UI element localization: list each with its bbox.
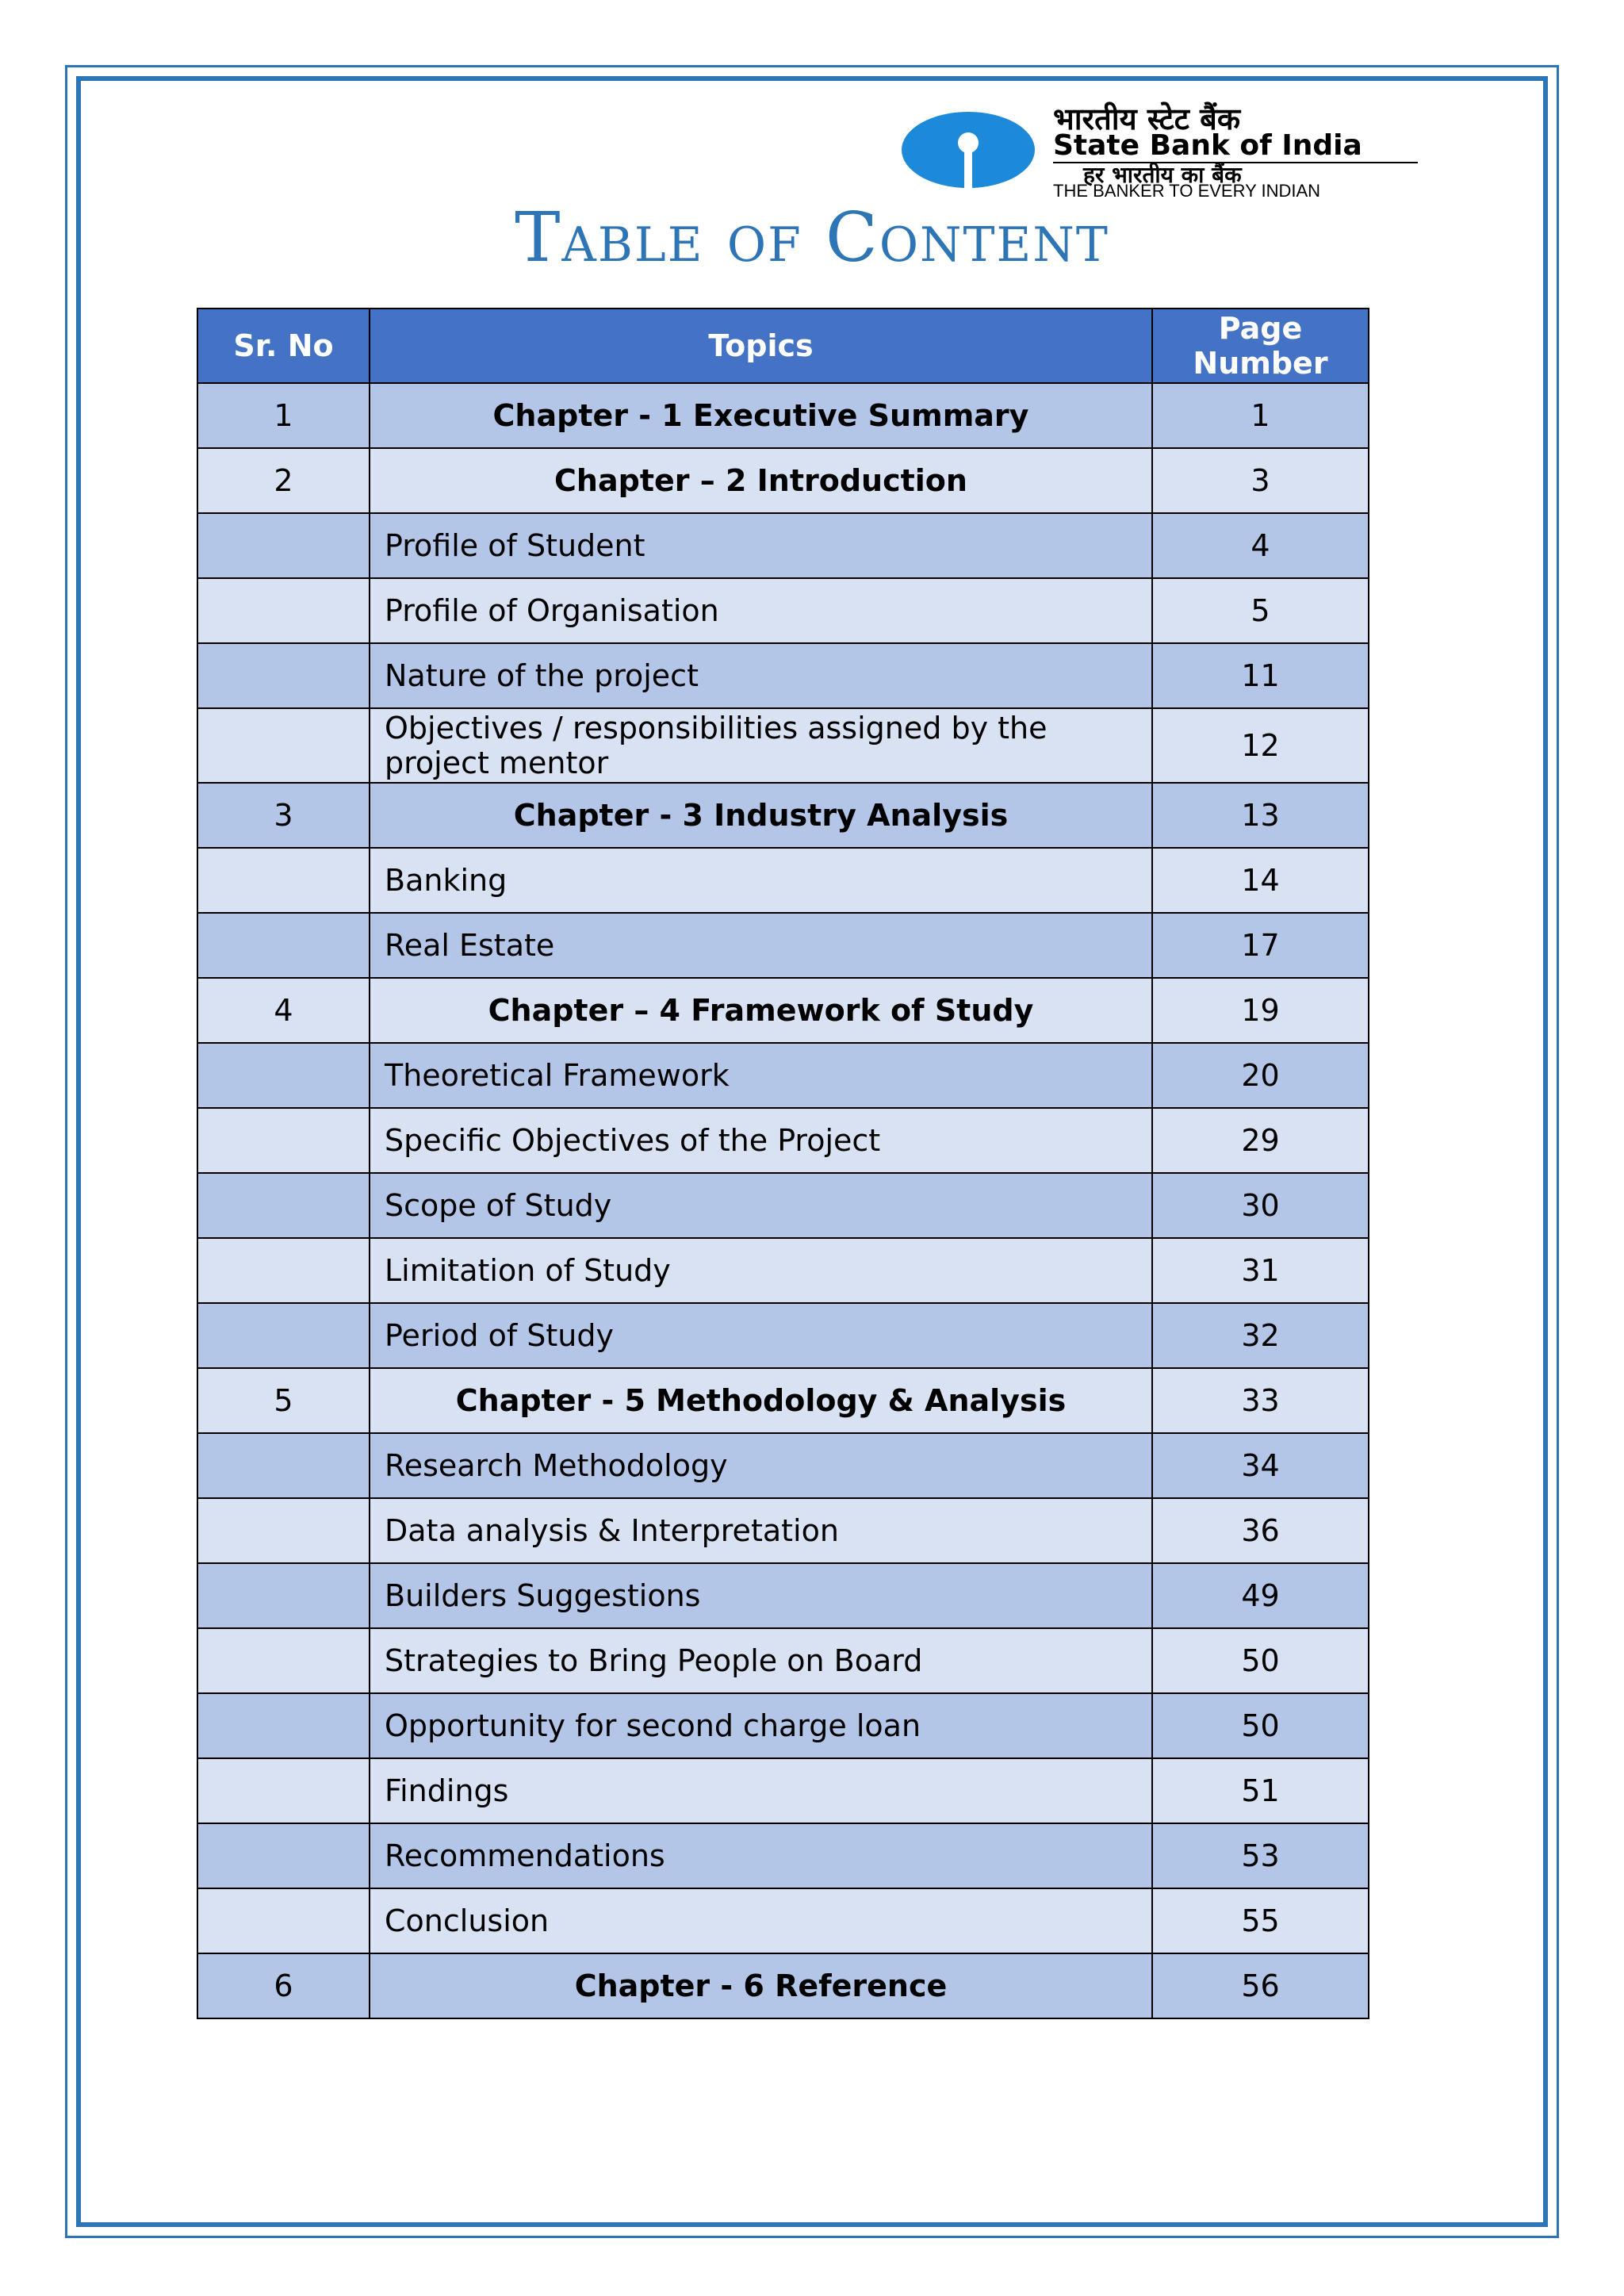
topic-cell: Period of Study: [370, 1303, 1152, 1368]
sr-no-cell: 6: [197, 1953, 370, 2018]
table-row: [197, 1498, 1369, 1563]
table-row: [197, 643, 1369, 708]
header-topics: Topics: [370, 309, 1152, 383]
table-row: [197, 578, 1369, 643]
table-row: [197, 1368, 1369, 1433]
sr-no-cell: 5: [197, 1368, 370, 1433]
topic-cell: Objectives / responsibilities assigned by the project mentor: [370, 708, 1152, 783]
logo-hindi-tagline: हर भारतीय का बैंक: [1083, 162, 1242, 188]
page-number-cell: 33: [1152, 1368, 1369, 1433]
page-number-cell: 1: [1152, 383, 1369, 448]
page-number-cell: 14: [1152, 848, 1369, 913]
table-row: [197, 1888, 1369, 1953]
sbi-logo: [901, 102, 1424, 200]
table-row: [197, 513, 1369, 578]
topic-cell: Theoretical Framework: [370, 1043, 1152, 1108]
table-row: [197, 383, 1369, 448]
table-row: [197, 1953, 1369, 2018]
header-page-number: Page Number: [1152, 309, 1369, 383]
page-number-cell: 17: [1152, 913, 1369, 978]
chapter-title-cell: Chapter – 4 Framework of Study: [370, 978, 1152, 1043]
topic-cell: Research Methodology: [370, 1433, 1152, 1498]
chapter-title-cell: Chapter - 1 Executive Summary: [370, 383, 1152, 448]
chapter-title-cell: Chapter – 2 Introduction: [370, 448, 1152, 513]
header-sr-no: Sr. No: [197, 309, 370, 383]
logo-tagline: THE BANKER TO EVERY INDIAN: [1053, 181, 1321, 201]
topic-cell: Opportunity for second charge loan: [370, 1693, 1152, 1758]
sr-no-cell: [197, 1108, 370, 1173]
logo-english-name: State Bank of India: [1053, 129, 1362, 162]
table-row: [197, 783, 1369, 848]
sr-no-cell: [197, 1888, 370, 1953]
table-row: [197, 1108, 1369, 1173]
page-number-cell: 53: [1152, 1823, 1369, 1888]
table-row: [197, 708, 1369, 783]
sr-no-cell: 4: [197, 978, 370, 1043]
page-number-cell: 19: [1152, 978, 1369, 1043]
sr-no-cell: 1: [197, 383, 370, 448]
topic-cell: Real Estate: [370, 913, 1152, 978]
table-row: [197, 1433, 1369, 1498]
page-number-cell: 34: [1152, 1433, 1369, 1498]
page-number-cell: 13: [1152, 783, 1369, 848]
topic-cell: Banking: [370, 848, 1152, 913]
toc-header-row: [197, 309, 1369, 383]
page-number-cell: 30: [1152, 1173, 1369, 1238]
sr-no-cell: [197, 708, 370, 783]
page-number-cell: 31: [1152, 1238, 1369, 1303]
sr-no-cell: [197, 578, 370, 643]
sr-no-cell: [197, 1693, 370, 1758]
sr-no-cell: [197, 1433, 370, 1498]
table-row: [197, 1823, 1369, 1888]
sr-no-cell: [197, 1303, 370, 1368]
sr-no-cell: [197, 643, 370, 708]
table-row: [197, 1238, 1369, 1303]
sr-no-cell: [197, 848, 370, 913]
page-title: Table of Content: [515, 198, 1109, 278]
sr-no-cell: [197, 913, 370, 978]
sr-no-cell: 2: [197, 448, 370, 513]
table-row: [197, 1173, 1369, 1238]
page-number-cell: 29: [1152, 1108, 1369, 1173]
chapter-title-cell: Chapter - 5 Methodology & Analysis: [370, 1368, 1152, 1433]
topic-cell: Findings: [370, 1758, 1152, 1823]
page-number-cell: 20: [1152, 1043, 1369, 1108]
page-number-cell: 32: [1152, 1303, 1369, 1368]
topic-cell: Recommendations: [370, 1823, 1152, 1888]
topic-cell: Limitation of Study: [370, 1238, 1152, 1303]
sr-no-cell: [197, 1563, 370, 1628]
page-number-cell: 51: [1152, 1758, 1369, 1823]
topic-cell: Strategies to Bring People on Board: [370, 1628, 1152, 1693]
table-row: [197, 1303, 1369, 1368]
topic-cell: Specific Objectives of the Project: [370, 1108, 1152, 1173]
table-row: [197, 1043, 1369, 1108]
chapter-title-cell: Chapter - 6 Reference: [370, 1953, 1152, 2018]
page-number-cell: 4: [1152, 513, 1369, 578]
sbi-keyhole-icon: [901, 111, 1036, 189]
table-row: [197, 1563, 1369, 1628]
page-number-cell: 12: [1152, 708, 1369, 783]
topic-cell: Profile of Student: [370, 513, 1152, 578]
table-row: [197, 1628, 1369, 1693]
sr-no-cell: [197, 1173, 370, 1238]
sr-no-cell: [197, 1238, 370, 1303]
sr-no-cell: [197, 1823, 370, 1888]
page-number-cell: 11: [1152, 643, 1369, 708]
page-number-cell: 49: [1152, 1563, 1369, 1628]
sr-no-cell: [197, 513, 370, 578]
topic-cell: Conclusion: [370, 1888, 1152, 1953]
page-number-cell: 55: [1152, 1888, 1369, 1953]
sr-no-cell: [197, 1628, 370, 1693]
topic-cell: Nature of the project: [370, 643, 1152, 708]
table-row: [197, 848, 1369, 913]
page-number-cell: 3: [1152, 448, 1369, 513]
topic-cell: Data analysis & Interpretation: [370, 1498, 1152, 1563]
table-row: [197, 448, 1369, 513]
page-number-cell: 56: [1152, 1953, 1369, 2018]
toc-table: [197, 308, 1369, 2019]
table-row: [197, 913, 1369, 978]
page-number-cell: 5: [1152, 578, 1369, 643]
chapter-title-cell: Chapter - 3 Industry Analysis: [370, 783, 1152, 848]
topic-cell: Scope of Study: [370, 1173, 1152, 1238]
table-row: [197, 978, 1369, 1043]
sr-no-cell: [197, 1758, 370, 1823]
page-number-cell: 36: [1152, 1498, 1369, 1563]
topic-cell: Builders Suggestions: [370, 1563, 1152, 1628]
sr-no-cell: [197, 1498, 370, 1563]
table-row: [197, 1758, 1369, 1823]
table-row: [197, 1693, 1369, 1758]
logo-hindi-name: भारतीय स्टेट बैंक: [1053, 102, 1241, 136]
page-number-cell: 50: [1152, 1628, 1369, 1693]
sr-no-cell: 3: [197, 783, 370, 848]
page-number-cell: 50: [1152, 1693, 1369, 1758]
topic-cell: Profile of Organisation: [370, 578, 1152, 643]
sr-no-cell: [197, 1043, 370, 1108]
